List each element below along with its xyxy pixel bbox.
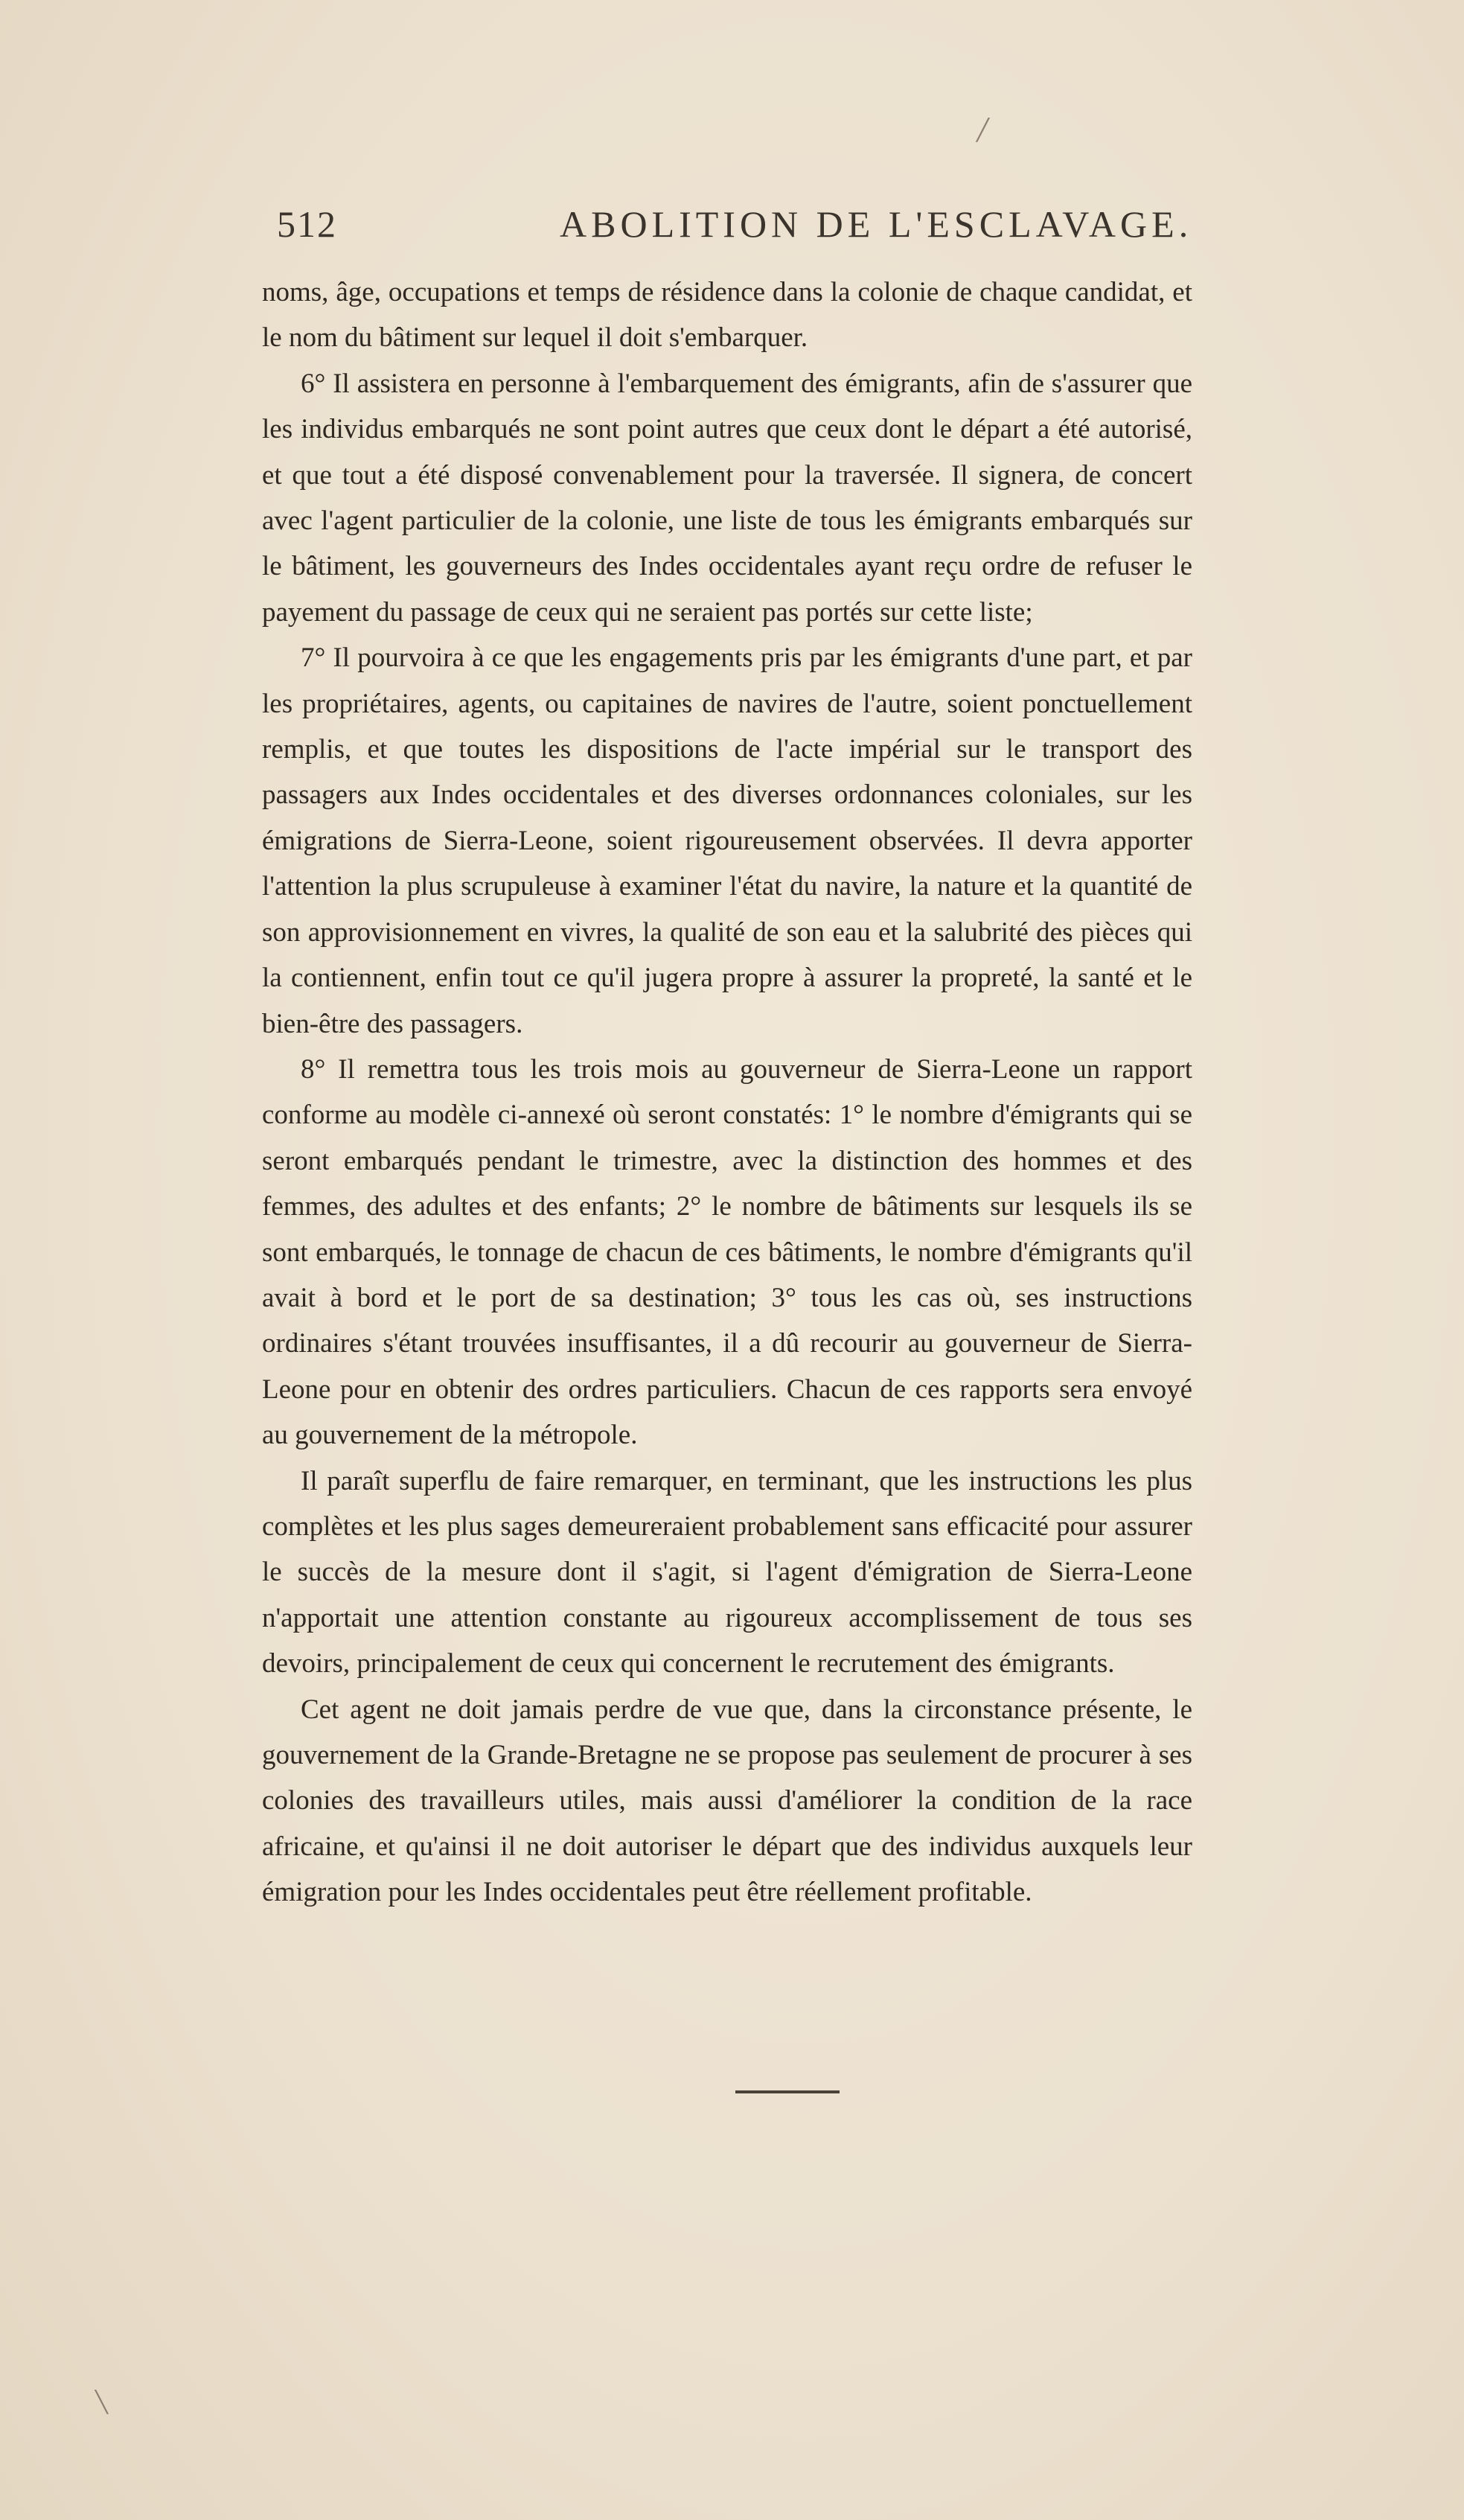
- body-text: [262, 269, 1192, 1915]
- paragraph-item-7: 7° Il pourvoira à ce que les engagements pris par les émigrants d'une part, et par les propriétaires, agents, ou capitaines de navires de l'autre, soient ponctuellement remplis, et que toutes les dispositions de l'acte impérial sur le transport des passagers aux Indes occidentales et des diverses ordonnances coloniales, sur les émigrations de Sierra-Leone, soient rigoureusement observées. Il devra apporter l'attention la plus scrupuleuse à examiner l'état du navire, la nature et la quantité de son approvisionnement en vivres, la qualité de son eau et la salubrité des pièces qui la contiennent, enfin tout ce qu'il jugera propre à assurer la propreté, la santé et le bien-être des passagers.: [262, 642, 1192, 1039]
- running-title: ABOLITION DE L'ESCLAVAGE.: [560, 203, 1193, 245]
- paragraph-final: Cet agent ne doit jamais perdre de vue que, dans la circonstance présente, le gouvernement de la Grande-Bretagne ne se propose pas seulement de procurer à ses colonies des travailleurs utiles, mais aussi d'améliorer la condition de la race africaine, et qu'ainsi il ne doit autoriser le départ que des individus auxquels leur émigration pour les Indes occidentales peut être réellement profitable.: [262, 1694, 1192, 1908]
- page-header: [277, 202, 1215, 262]
- end-rule-divider: [735, 2090, 840, 2093]
- paragraph-conclusion: Il paraît superflu de faire remarquer, en terminant, que les instructions les plus complètes et les plus sages demeureraient probablement sans efficacité pour assurer le succès de la mesure dont il s'agit, si l'agent d'émigration de Sierra-Leone n'apportait une attention constante au rigoureux accomplissement de tous ses devoirs, principalement de ceux qui concernent le recrutement des émigrants.: [262, 1465, 1192, 1680]
- paragraph-item-8: 8° Il remettra tous les trois mois au gouverneur de Sierra-Leone un rapport conforme au modèle ci-annexé où seront constatés: 1° le nombre d'émigrants qui se seront embarqués pendant le trimestre, avec la distinction des hommes et des femmes, des adultes et des enfants; 2° le nombre de bâtiments sur lesquels ils se sont embarqués, le tonnage de chacun de ces bâtiments, le nombre d'émigrants qu'il avait à bord et le port de sa destination; 3° tous les cas où, ses instructions ordinaires s'étant trouvées insuffisantes, il a dû recourir au gouverneur de Sierra-Leone pour en obtenir des ordres particuliers. Chacun de ces rapports sera envoyé au gouvernement de la métropole.: [262, 1053, 1192, 1451]
- paper-speck-mark: ╱: [976, 119, 989, 142]
- page-number: 512: [277, 203, 337, 245]
- paragraph-continuation: noms, âge, occupations et temps de résidence dans la colonie de chaque candidat, et le nom du bâtiment sur lequel il doit s'embarquer.: [262, 277, 1192, 354]
- paragraph-item-6: 6° Il assistera en personne à l'embarquement des émigrants, afin de s'assurer que les individus embarqués ne sont point autres que ceux dont le départ a été autorisé, et que tout a été disposé convenablement pour la traversée. Il signera, de concert avec l'agent particulier de la colonie, une liste de tous les émigrants embarqués sur le bâtiment, les gouverneurs des Indes occidentales ayant reçu ordre de refuser le payement du passage de ceux qui ne seraient pas portés sur cette liste;: [262, 368, 1192, 628]
- paper-speck-mark: ╲: [95, 2391, 108, 2414]
